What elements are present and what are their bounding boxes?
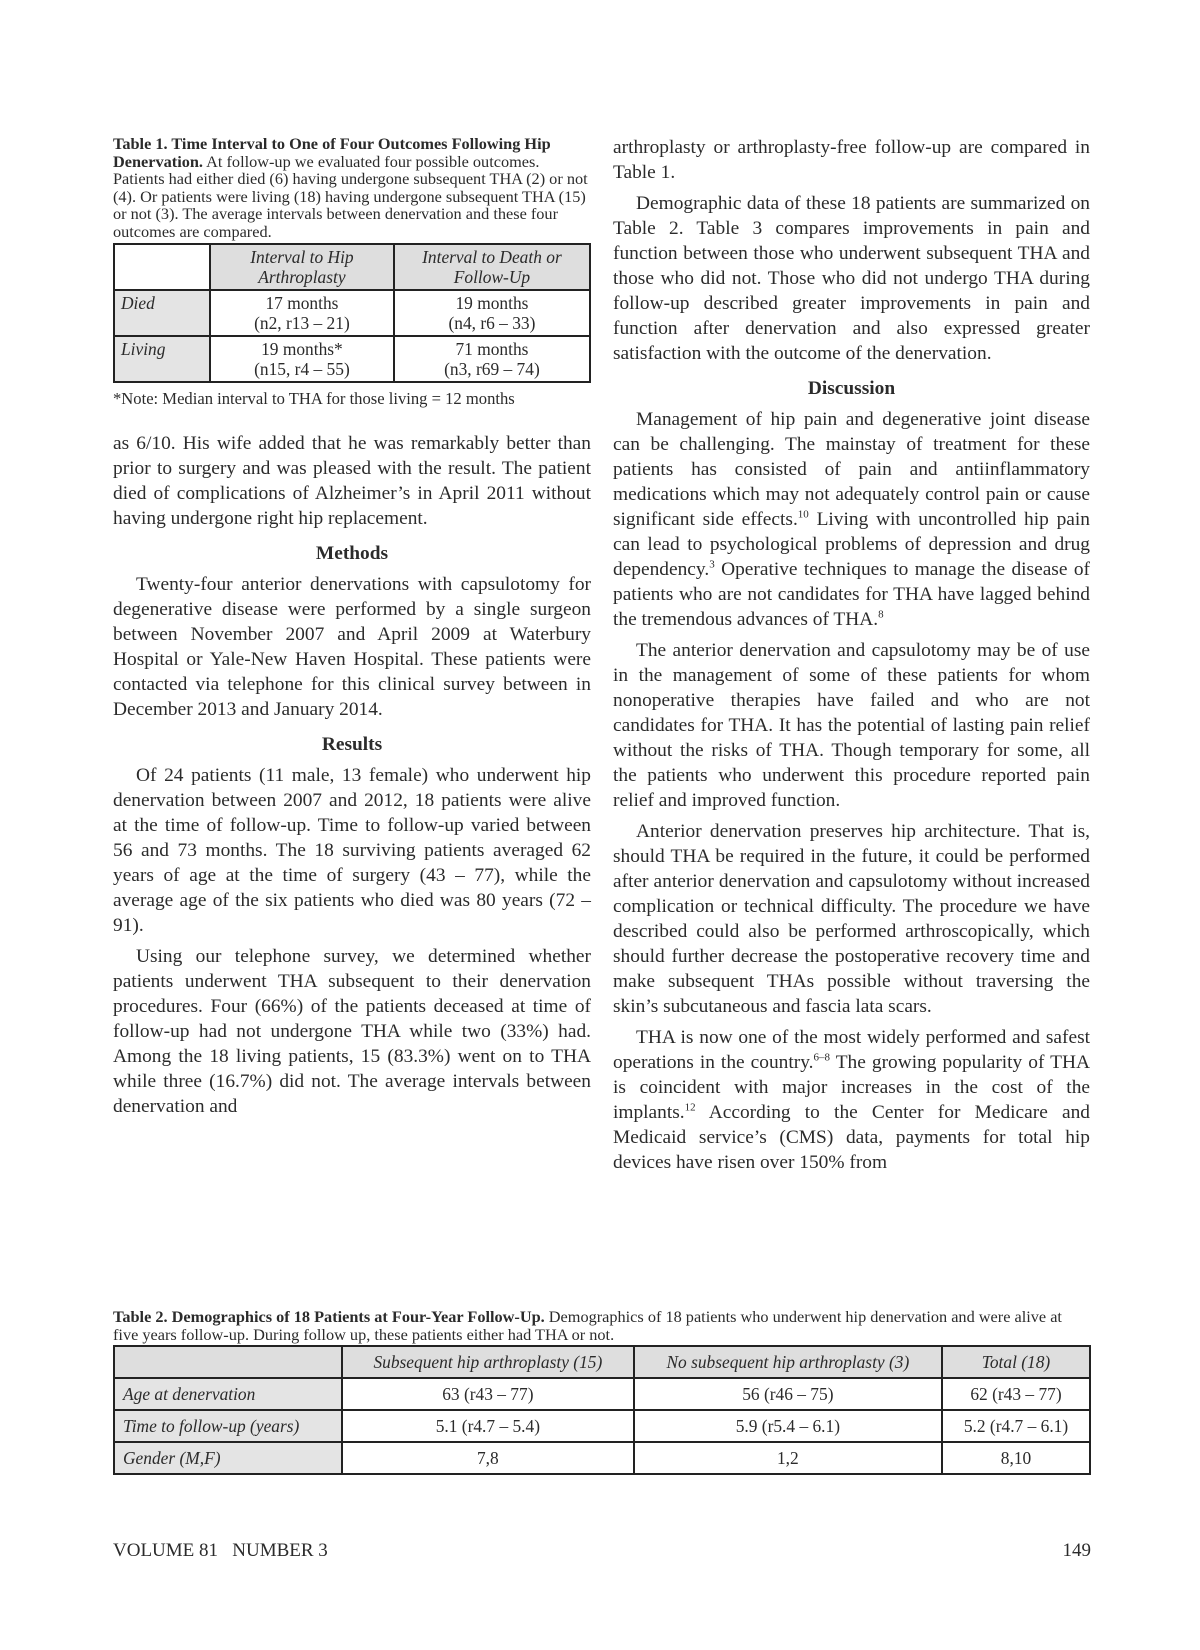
paragraph: Twenty-four anterior denervations with capsulotomy for degenerative disease were performed by a single surgeon between November 2007 and April 2009 at Waterbury Hospital or Yale-New Haven Hospital. These patients were contacted via telephone for this clinical survey between in December 2013 and January 2014. (113, 573, 591, 720)
citation: 8 (878, 608, 884, 621)
table1 (113, 243, 591, 383)
methods-heading: Methods (315, 542, 389, 564)
paragraph: Anterior denervation preserves hip architecture. That is, should THA be required in the future, it could be performed after anterior denervation and capsulotomy without increased complication or technical difficulty. The procedure we have described could also be performed arthroscopically, which should further decrease the postoperative recovery time and make subsequent THAs possible without traversing the skin’s subcutaneous and fascia lata scars. (613, 821, 1090, 1017)
table1-header-cell: Interval to Death or Follow-Up (395, 245, 589, 291)
table1-block (113, 135, 591, 409)
table2-cell: 1,2 (634, 1442, 942, 1474)
left-body-text (113, 431, 591, 1119)
table2-header-cell (114, 1346, 342, 1378)
table-row (114, 1378, 1090, 1410)
page-footer (113, 1540, 1091, 1562)
table1-cell: 71 months (n3, r69 – 74) (444, 338, 540, 379)
paragraph: arthroplasty or arthroplasty-free follow-up are compared in Table 1. (613, 137, 1090, 183)
table-row (115, 291, 589, 337)
table-row (114, 1442, 1090, 1474)
citation: 3 (709, 558, 715, 571)
journal-volume: VOLUME 81 NUMBER 3 (113, 1540, 328, 1561)
table2-header-cell: No subsequent hip arthroplasty (3) (634, 1346, 942, 1378)
table1-note: *Note: Median interval to THA for those living = 12 months (113, 388, 515, 408)
table2-row-label: Time to follow-up (years) (114, 1410, 342, 1442)
table2-cell: 8,10 (942, 1442, 1090, 1474)
table2-cell: 56 (r46 – 75) (634, 1378, 942, 1410)
citation: 6–8 (813, 1051, 830, 1064)
table2 (113, 1345, 1091, 1475)
citation: 12 (684, 1101, 696, 1114)
left-column (113, 135, 591, 1125)
paragraph: as 6/10. His wife added that he was remarkably better than prior to surgery and was pleased with the result. The patient died of complications of Alzheimer’s in April 2011 without having undergone right hip replacement. (113, 432, 591, 529)
paragraph: Demographic data of these 18 patients are summarized on Table 2. Table 3 compares improvements in pain and function between those who underwent subsequent THA and those who did not. Those who did not undergo THA during follow-up described greater improvements in pain and function after denervation and also expressed greater satisfaction with the outcome of the denervation. (613, 193, 1090, 364)
table2-cell: 5.9 (r5.4 – 6.1) (634, 1410, 942, 1442)
table1-cell: 19 months (n4, r6 – 33) (395, 291, 589, 337)
table2-row-label: Age at denervation (114, 1378, 342, 1410)
table2-header-row (114, 1346, 1090, 1378)
page-number: 149 (1062, 1540, 1091, 1561)
table2-cell: 5.1 (r4.7 – 5.4) (342, 1410, 634, 1442)
table1-row-label: Died (115, 291, 211, 337)
table2-cell: 7,8 (342, 1442, 634, 1474)
table2-caption: Table 2. Demographics of 18 Patients at Four-Year Follow-Up. Demographics of 18 patients who underwent hip denervation and were alive at five years follow-up. During follow up, these patients either had THA or not. (113, 1307, 1062, 1344)
paragraph: Using our telephone survey, we determined whether patients underwent THA subsequent to their denervation procedures. Four (66%) of the patients deceased at time of follow-up had not undergone THA while two (33%) had. Among the 18 living patients, 15 (83.3%) went on to THA while three (16.7%) did not. The average intervals between denervation and (113, 945, 591, 1117)
results-heading: Results (321, 733, 383, 755)
table1-caption: Table 1. Time Interval to One of Four Outcomes Following Hip Denervation. At follow-up we evaluated four possible outcomes. Patients had either died (6) having undergone subsequent THA (2) or not (4). Or patients were living (18) having undergone subsequent THA (15) or not (3). The average intervals between denervation and these four outcomes are compared. (113, 134, 588, 241)
table2-cell: 62 (r43 – 77) (942, 1378, 1090, 1410)
paragraph: THA is now one of the most widely performed and safest operations in the country.$^{6-8}$ The growing popularity of THA is coincident with major increases in the cost of the implants.$^{12}$ According to the Center for Medicare and Medicaid service’s (CMS) data, payments for total hip devices have risen over 150% from (613, 1027, 1090, 1173)
table-row (114, 1410, 1090, 1442)
table2-cell: 63 (r43 – 77) (342, 1378, 634, 1410)
right-column (613, 135, 1090, 1181)
citation: 10 (797, 508, 809, 521)
table1-cell: 19 months* (n15, r4 – 55) (211, 337, 395, 381)
table2-header-cell: Subsequent hip arthroplasty (15) (342, 1346, 634, 1378)
table2-row-label: Gender (M,F) (114, 1442, 342, 1474)
table1-row-label: Living (115, 337, 211, 381)
paragraph: Of 24 patients (11 male, 13 female) who underwent hip denervation between 2007 and 2012, 18 patients were alive at the time of follow-up. Time to follow-up varied between 56 and 73 months. The 18 surviving patients averaged 62 years of age at the time of surgery (43 – 77), while the average age of the six patients who died was 80 years (72 – 91). (113, 764, 591, 936)
table1-cell: 17 months (n2, r13 – 21) (211, 291, 395, 337)
table2-header-cell: Total (18) (942, 1346, 1090, 1378)
table1-header-row (115, 245, 589, 291)
table2-cell: 5.2 (r4.7 – 6.1) (942, 1410, 1090, 1442)
table-row (115, 337, 589, 381)
table2-block (113, 1308, 1091, 1475)
paragraph: Management of hip pain and degenerative joint disease can be challenging. The mainstay of treatment for these patients has consisted of pain and antiinflammatory medications which may not adequately control pain or cause significant side effects.$^{10}$ Living with uncontrolled hip pain can lead to psychological problems of depression and drug dependency.$^3$ Operative techniques to manage the disease of patients who are not candidates for THA have lagged behind the tremendous advances of THA.$^8$ (613, 409, 1090, 630)
table1-header-cell (115, 245, 211, 291)
discussion-heading: Discussion (807, 378, 896, 399)
table1-header-cell: Interval to Hip Arthroplasty (211, 245, 395, 291)
paragraph: The anterior denervation and capsulotomy may be of use in the management of some of these patients for whom nonoperative therapies have failed and who are not candidates for THA. It has the potential of lasting pain relief without the risks of THA. Though temporary for some, all the patients who underwent this procedure reported pain relief and improved function. (613, 640, 1090, 811)
